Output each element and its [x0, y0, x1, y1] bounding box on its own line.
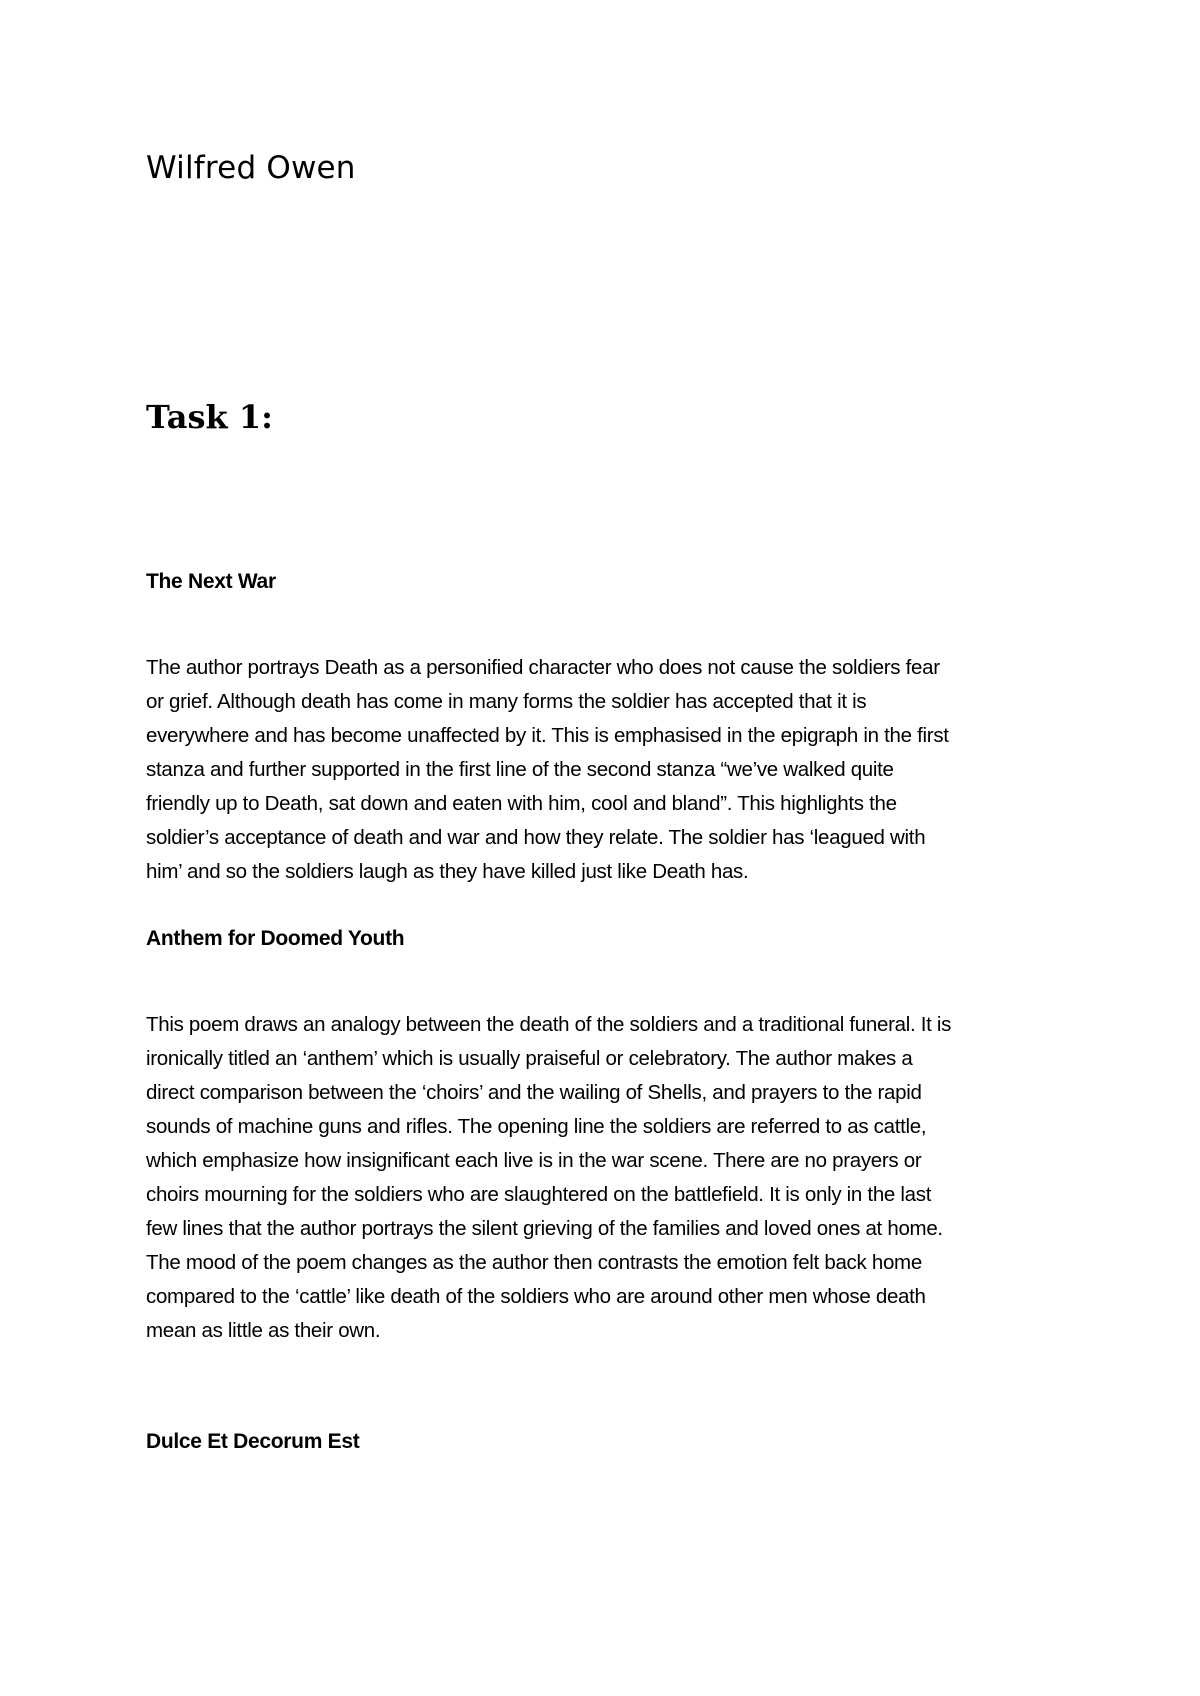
- section-heading-dulce-et-decorum-est: Dulce Et Decorum Est: [146, 1430, 360, 1453]
- paragraph-line: which emphasize how insignificant each live is in the war scene. There are no prayers or: [146, 1149, 922, 1172]
- section-paragraph-the-next-war: [146, 651, 1066, 889]
- paragraph-line: choirs mourning for the soldiers who are slaughtered on the battlefield. It is only in the last: [146, 1183, 932, 1206]
- document-title: Wilfred Owen: [146, 150, 356, 186]
- paragraph-line: everywhere and has become unaffected by it. This is emphasised in the epigraph in the first: [146, 724, 949, 747]
- paragraph-line: The author portrays Death as a personified character who does not cause the soldiers fear: [146, 656, 940, 679]
- paragraph-line: compared to the ‘cattle’ like death of the soldiers who are around other men whose death: [146, 1285, 926, 1308]
- paragraph-line: stanza and further supported in the first line of the second stanza “we’ve walked quite: [146, 758, 894, 781]
- paragraph-line: mean as little as their own.: [146, 1319, 381, 1342]
- section-heading-anthem-for-doomed-youth: Anthem for Doomed Youth: [146, 927, 405, 950]
- paragraph-line: friendly up to Death, sat down and eaten with him, cool and bland”. This highlights the: [146, 792, 897, 815]
- paragraph-line: him’ and so the soldiers laugh as they have killed just like Death has.: [146, 860, 749, 883]
- paragraph-line: This poem draws an analogy between the death of the soldiers and a traditional funeral. It is: [146, 1013, 952, 1036]
- paragraph-line: ironically titled an ‘anthem’ which is usually praiseful or celebratory. The author makes a: [146, 1047, 913, 1070]
- paragraph-line: direct comparison between the ‘choirs’ and the wailing of Shells, and prayers to the rapid: [146, 1081, 922, 1104]
- paragraph-line: soldier’s acceptance of death and war and how they relate. The soldier has ‘leagued with: [146, 826, 926, 849]
- paragraph-line: sounds of machine guns and rifles. The opening line the soldiers are referred to as cattle,: [146, 1115, 927, 1138]
- section-paragraph-anthem-for-doomed-youth: [146, 1008, 1066, 1348]
- paragraph-line: The mood of the poem changes as the author then contrasts the emotion felt back home: [146, 1251, 922, 1274]
- paragraph-line: few lines that the author portrays the silent grieving of the families and loved ones at home.: [146, 1217, 943, 1240]
- task-heading: Task 1:: [146, 398, 273, 436]
- paragraph-line: or grief. Although death has come in many forms the soldier has accepted that it is: [146, 690, 867, 713]
- section-heading-the-next-war: The Next War: [146, 570, 276, 593]
